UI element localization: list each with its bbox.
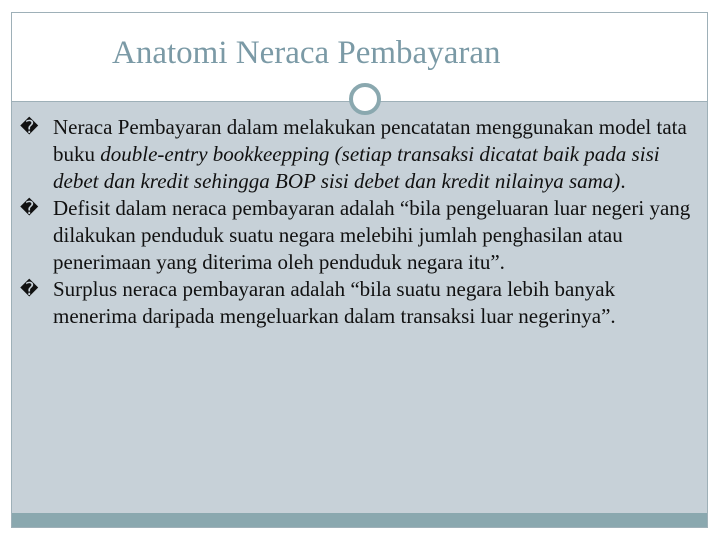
bullet-paragraph-2 <box>20 195 700 276</box>
paragraph-1-italic: double-entry bookkeepping (setiap transaksi dicatat baik pada sisi debet dan kredit sehingga BOP sisi debet dan kredit nilainya sama) <box>53 142 660 193</box>
bullet-icon: � <box>20 117 39 138</box>
paragraph-1-tail: . <box>620 169 626 193</box>
paragraph-2-text: Defisit dalam neraca pembayaran adalah “bila pengeluaran luar negeri yang dilakukan penduduk suatu negara melebihi jumlah penghasilan atau penerimaan yang diterima oleh penduduk negara itu”. <box>53 196 691 274</box>
paragraph-3-text: Surplus neraca pembayaran adalah “bila suatu negara lebih banyak menerima daripada mengeluarkan dalam transaksi luar negerinya”. <box>53 277 616 328</box>
bottom-accent-bar <box>12 513 707 527</box>
circle-ornament-icon <box>349 83 381 115</box>
bullet-paragraph-3 <box>20 276 700 330</box>
paragraph-1-lead: Neraca Pembayaran dalam melakukan pencatatan menggunakan model tata buku <box>53 115 687 166</box>
slide-title: Anatomi Neraca Pembayaran <box>112 35 501 71</box>
body-text <box>20 114 700 330</box>
bullet-icon: � <box>20 279 39 300</box>
bullet-icon: � <box>20 198 39 219</box>
bullet-paragraph-1 <box>20 114 700 195</box>
